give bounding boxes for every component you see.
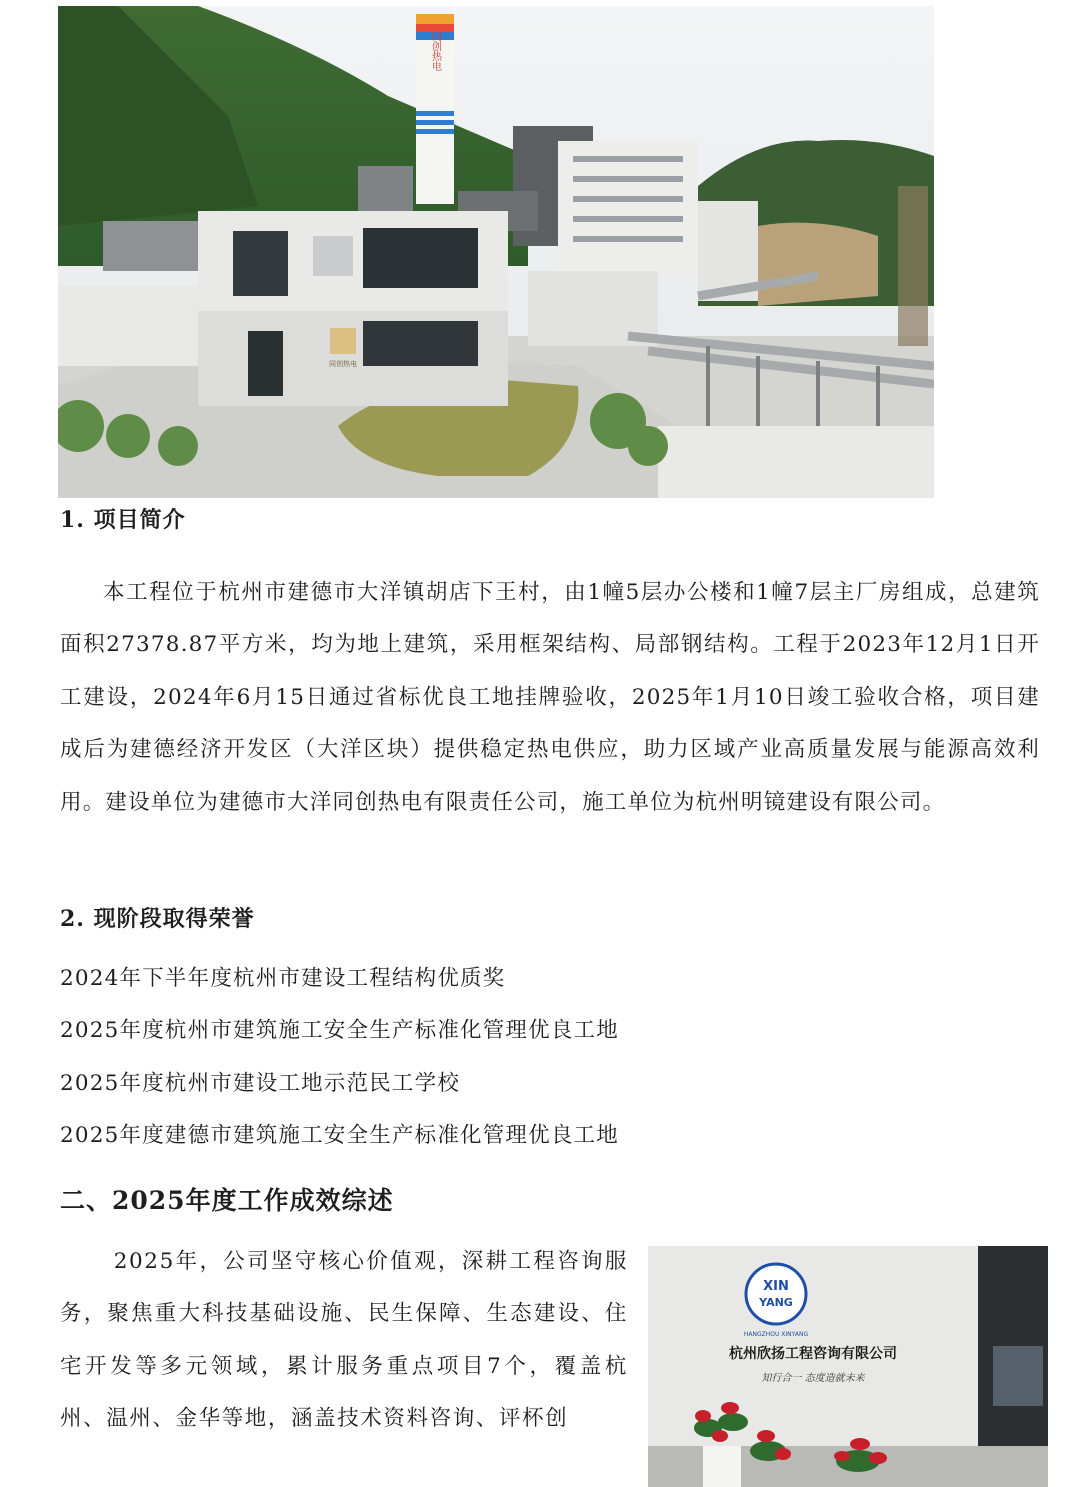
svg-text:HANGZHOU XINYANG: HANGZHOU XINYANG [743, 1331, 809, 1338]
building-sign-text: 同创热电 [329, 360, 357, 368]
honor-item: 2025年度杭州市建设工地示范民工学校 [60, 1070, 461, 1096]
honor-item: 2025年度建德市建筑施工安全生产标准化管理优良工地 [60, 1123, 619, 1149]
svg-text:XIN: XIN [763, 1279, 789, 1294]
work-summary-paragraph: 2025年，公司坚守核心价值观，深耕工程咨询服务，聚焦重大科技基础设施、民生保障、生态建设、住宅开发等多元领域，累计服务重点项目7个，覆盖杭州、温州、金华等地，涵盖技术资料咨询、评杯创 [60, 1249, 628, 1432]
honor-item: 2025年度杭州市建筑施工安全生产标准化管理优良工地 [60, 1018, 619, 1044]
hero-photo-power-plant [58, 6, 934, 498]
chimney-text: 同创热电 [429, 31, 441, 71]
honor-item: 2024年下半年度杭州市建设工程结构优质奖 [60, 966, 506, 991]
project-intro-paragraph: 本工程位于杭州市建德市大洋镇胡店下王村，由1幢5层办公楼和1幢7层主厂房组成，总建筑面积27378.87平方米，均为地上建筑，采用框架结构、局部钢结构。工程于2023年12月1日开工建设，2024年6月15日通过省标优良工地挂牌验收，2025年1月10日竣工验收合格，项目建成后为建德经济开发区（大洋区块）提供稳定热电供应，助力区域产业高质量发展与能源高效利用。建设单位为建德市大洋同创热电有限责任公司，施工单位为杭州明镜建设有限公司。 [60, 580, 1040, 815]
company-slogan: 知行合一 态度造就未来 [761, 1373, 865, 1384]
office-reception-photo [648, 1246, 1048, 1487]
honors-list [60, 953, 619, 1163]
svg-text:YANG: YANG [759, 1296, 793, 1309]
section-2-heading: 2. 现阶段取得荣誉 [60, 906, 255, 932]
company-name-sign: 杭州欣扬工程咨询有限公司 [729, 1346, 897, 1362]
section-1-heading: 1. 项目简介 [60, 507, 186, 533]
chapter-2-heading: 二、2025年度工作成效综述 [60, 1186, 394, 1215]
